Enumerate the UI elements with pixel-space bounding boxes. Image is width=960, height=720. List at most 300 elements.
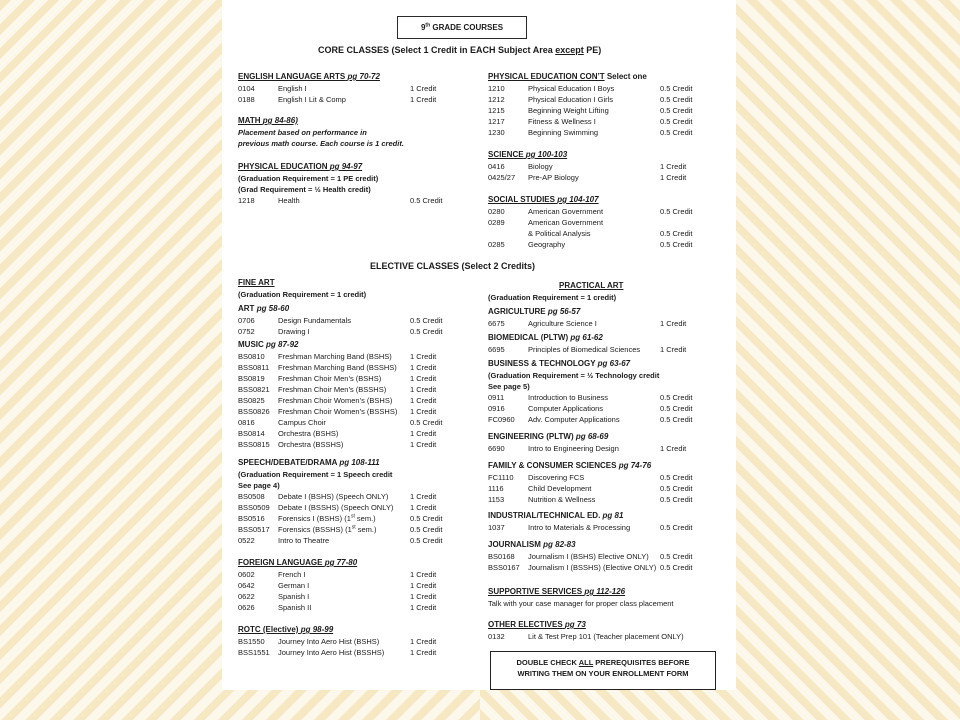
course-name-text: & Political Analysis bbox=[528, 229, 591, 238]
section-physical-education-cont bbox=[488, 71, 693, 138]
course-row bbox=[238, 591, 437, 602]
course-name bbox=[278, 591, 309, 602]
section-label: BIOMEDICAL (PLTW) bbox=[488, 333, 569, 342]
course-credit: 1 Credit bbox=[410, 492, 437, 501]
course-name bbox=[528, 239, 565, 250]
course-code: 0416 bbox=[488, 162, 505, 171]
course-credit: 1 Credit bbox=[660, 345, 687, 354]
page-reference: pg 108-111 bbox=[339, 458, 380, 467]
course-name-text: Health bbox=[278, 196, 300, 205]
course-name-text: Nutrition & Wellness bbox=[528, 495, 596, 504]
section-heading bbox=[488, 510, 623, 522]
page-reference: pg 104-107 bbox=[557, 195, 599, 204]
section-label: BUSINESS & TECHNOLOGY bbox=[488, 359, 596, 368]
course-credit: 1 Credit bbox=[410, 440, 437, 449]
course-name bbox=[278, 491, 388, 502]
course-name bbox=[528, 83, 614, 94]
course-row bbox=[238, 362, 437, 373]
course-code: BSS0517 bbox=[238, 525, 270, 534]
course-name bbox=[528, 127, 598, 138]
course-row bbox=[488, 414, 693, 425]
page-reference: pg 58-60 bbox=[256, 304, 290, 313]
course-credit: 0.5 Credit bbox=[660, 240, 693, 249]
course-name-text: Principles of Biomedical Sciences bbox=[528, 345, 641, 354]
course-credit: 1 Credit bbox=[410, 592, 437, 601]
reminder-line-1 bbox=[491, 657, 715, 668]
course-name-text: American Government bbox=[528, 218, 604, 227]
page-reference: pg 74-76 bbox=[618, 461, 652, 470]
section-heading-title bbox=[238, 340, 298, 349]
course-code: 0626 bbox=[238, 603, 255, 612]
course-code: 0916 bbox=[488, 404, 505, 413]
section-label: OTHER ELECTIVES bbox=[488, 620, 563, 629]
section-foreign-language bbox=[238, 557, 437, 613]
course-name bbox=[528, 161, 553, 172]
section-heading bbox=[238, 115, 404, 127]
course-row bbox=[238, 326, 443, 337]
section-heading bbox=[488, 306, 580, 318]
course-code: 6675 bbox=[488, 319, 505, 328]
course-code: 1153 bbox=[488, 495, 505, 504]
course-name bbox=[528, 551, 649, 562]
course-row bbox=[238, 569, 437, 580]
course-name bbox=[528, 206, 603, 217]
course-name-text: Intro to Materials & Processing bbox=[528, 523, 631, 532]
course-name bbox=[278, 83, 307, 94]
course-row bbox=[488, 116, 693, 127]
course-row bbox=[238, 602, 437, 613]
section-heading bbox=[238, 161, 378, 173]
course-row bbox=[238, 636, 437, 647]
course-code: BS1550 bbox=[238, 637, 265, 646]
page-reference: pg 112-126 bbox=[584, 587, 626, 596]
section-heading-title bbox=[488, 540, 576, 549]
core-heading-emphasis: except bbox=[555, 45, 584, 55]
course-row bbox=[488, 228, 693, 239]
elective-classes-heading: ELECTIVE CLASSES (Select 2 Credits) bbox=[370, 261, 536, 271]
course-name-text: Discovering FCS bbox=[528, 473, 585, 482]
course-row bbox=[488, 239, 693, 250]
course-name-text: Adv. Computer Applications bbox=[528, 415, 620, 424]
course-row bbox=[238, 439, 437, 450]
core-heading-text: CORE CLASSES (Select 1 Credit in EACH Subject Area bbox=[318, 45, 556, 55]
page-reference: pg 98-99 bbox=[300, 625, 334, 634]
section-note: (Graduation Requirement = ½ Technology credit bbox=[488, 371, 660, 380]
course-name bbox=[278, 524, 377, 535]
section-heading bbox=[488, 358, 659, 370]
course-code: BS0810 bbox=[238, 352, 265, 361]
course-credit: 1 Credit bbox=[410, 648, 437, 657]
course-name bbox=[278, 315, 351, 326]
course-credit: 0.5 Credit bbox=[660, 207, 693, 216]
course-credit: 0.5 Credit bbox=[660, 106, 693, 115]
section-label: SCIENCE bbox=[488, 150, 524, 159]
section-note: See page 5) bbox=[488, 382, 530, 391]
course-name-text: Agriculture Science I bbox=[528, 319, 597, 328]
course-name-text: Orchestra (BSSHS) bbox=[278, 440, 344, 449]
course-credit: 0.5 Credit bbox=[410, 418, 443, 427]
section-other-electives bbox=[488, 619, 684, 642]
section-heading-title bbox=[238, 116, 298, 125]
course-row bbox=[238, 647, 437, 658]
page-reference: pg 82-83 bbox=[543, 540, 576, 549]
course-row bbox=[238, 384, 437, 395]
course-row bbox=[238, 351, 437, 362]
section-heading-title bbox=[488, 72, 605, 81]
course-row bbox=[238, 406, 437, 417]
course-row bbox=[238, 195, 443, 206]
course-row bbox=[488, 403, 693, 414]
title-grade: 9 bbox=[420, 23, 426, 32]
course-credit: 1 Credit bbox=[410, 581, 437, 590]
section-heading bbox=[488, 619, 586, 631]
section-note: (Graduation Requirement = 1 credit) bbox=[488, 293, 617, 302]
course-name bbox=[278, 580, 309, 591]
course-name-text: Journey Into Aero Hist (BSSHS) bbox=[278, 648, 385, 657]
section-heading-title bbox=[488, 307, 580, 316]
title-text: GRADE COURSES bbox=[430, 23, 504, 32]
section-label: PHYSICAL EDUCATION bbox=[238, 162, 328, 171]
section-note: Placement based on performance in bbox=[238, 128, 367, 137]
course-name bbox=[278, 636, 379, 647]
section-heading bbox=[488, 280, 623, 292]
section-heading bbox=[488, 71, 647, 83]
page-reference: pg 77-80 bbox=[324, 558, 358, 567]
course-name bbox=[528, 443, 619, 454]
course-row bbox=[238, 417, 443, 428]
section-note: See page 4) bbox=[238, 481, 280, 490]
section-practical-art bbox=[488, 280, 623, 303]
course-name-text: Journalism I (BSSHS) (Elective ONLY) bbox=[528, 563, 657, 572]
course-name bbox=[528, 562, 656, 573]
course-code: 0280 bbox=[488, 207, 505, 216]
course-credit: 1 Credit bbox=[410, 374, 437, 383]
course-code: BSS1551 bbox=[238, 648, 270, 657]
course-credit: 0.5 Credit bbox=[660, 117, 693, 126]
page-reference: pg 100-103 bbox=[525, 150, 568, 159]
course-row bbox=[488, 551, 693, 562]
section-heading bbox=[488, 194, 599, 206]
reminder-text-end: PREREQUISITES BEFORE bbox=[593, 658, 690, 667]
section-heading bbox=[238, 303, 289, 315]
section-heading bbox=[238, 71, 380, 83]
course-credit: 0.5 Credit bbox=[660, 404, 693, 413]
course-row bbox=[238, 580, 437, 591]
course-credit: 0.5 Credit bbox=[660, 128, 693, 137]
section-physical-education bbox=[238, 161, 443, 206]
section-social-studies bbox=[488, 194, 693, 250]
course-code: 1116 bbox=[488, 484, 504, 493]
section-heading-title bbox=[238, 72, 380, 81]
course-code: 0289 bbox=[488, 218, 505, 227]
course-row bbox=[488, 494, 693, 505]
section-label: SPEECH/DEBATE/DRAMA bbox=[238, 458, 338, 467]
section-business-technology bbox=[488, 358, 693, 425]
section-note: previous math course. Each course is 1 credit. bbox=[238, 139, 404, 148]
course-code: 0188 bbox=[238, 95, 255, 104]
course-code: 0752 bbox=[238, 327, 255, 336]
course-name-superscript: st bbox=[350, 513, 355, 520]
course-code: BS0825 bbox=[238, 396, 265, 405]
core-classes-heading bbox=[318, 44, 601, 56]
course-credit: 0.5 Credit bbox=[660, 484, 693, 493]
course-code: BS0819 bbox=[238, 374, 265, 383]
section-heading bbox=[238, 557, 357, 569]
course-name-text: Physical Education I Boys bbox=[528, 84, 615, 93]
section-heading bbox=[488, 332, 603, 344]
course-name bbox=[528, 414, 620, 425]
course-credit: 0.5 Credit bbox=[410, 525, 443, 534]
course-row bbox=[238, 373, 437, 384]
course-code: 0104 bbox=[238, 84, 255, 93]
section-note: (Graduation Requirement = 1 credit) bbox=[238, 290, 367, 299]
course-code: 1230 bbox=[488, 128, 505, 137]
course-code: 1212 bbox=[488, 95, 505, 104]
course-name-text: Beginning Weight Lifting bbox=[528, 106, 609, 115]
reminder-text: DOUBLE CHECK bbox=[516, 658, 579, 667]
course-code: BSS0815 bbox=[238, 440, 270, 449]
course-name bbox=[528, 217, 603, 228]
course-name bbox=[528, 318, 597, 329]
page-title bbox=[397, 16, 527, 39]
section-label: INDUSTRIAL/TECHNICAL ED. bbox=[488, 511, 601, 520]
course-name-text: Forensics (BSSHS) (1 bbox=[278, 525, 352, 534]
course-code: BSS0826 bbox=[238, 407, 270, 416]
course-sheet bbox=[222, 0, 736, 690]
course-name-text: Child Development bbox=[528, 484, 592, 493]
section-label: ART bbox=[238, 304, 255, 313]
course-code: 0816 bbox=[238, 418, 255, 427]
section-heading-title bbox=[238, 278, 275, 287]
course-name bbox=[278, 406, 397, 417]
course-credit: 1 Credit bbox=[410, 570, 437, 579]
section-label: AGRICULTURE bbox=[488, 307, 546, 316]
course-code: 1210 bbox=[488, 84, 505, 93]
section-heading bbox=[488, 586, 674, 598]
course-name bbox=[278, 195, 300, 206]
course-row bbox=[238, 513, 443, 524]
course-code: 0132 bbox=[488, 632, 505, 641]
course-name bbox=[528, 631, 684, 642]
course-row bbox=[488, 522, 693, 533]
course-credit: 0.5 Credit bbox=[410, 316, 443, 325]
course-name bbox=[278, 569, 306, 580]
course-name-text: Spanish I bbox=[278, 592, 310, 601]
course-name-text: English I Lit & Comp bbox=[278, 95, 346, 104]
course-code: BS0814 bbox=[238, 429, 265, 438]
section-math bbox=[238, 115, 404, 149]
course-row bbox=[488, 217, 604, 228]
course-name bbox=[528, 494, 595, 505]
course-code: FC0960 bbox=[488, 415, 515, 424]
section-fine-art bbox=[238, 277, 366, 300]
course-row bbox=[488, 392, 693, 403]
course-credit: 0.5 Credit bbox=[660, 95, 693, 104]
course-name bbox=[278, 439, 343, 450]
course-name bbox=[278, 602, 311, 613]
course-credit: 0.5 Credit bbox=[410, 196, 443, 205]
course-code: BSS0821 bbox=[238, 385, 270, 394]
course-credit: 1 Credit bbox=[410, 84, 437, 93]
course-row bbox=[488, 472, 693, 483]
page-reference: pg 81 bbox=[602, 511, 624, 520]
course-name-text: Campus Choir bbox=[278, 418, 326, 427]
course-name-text: Debate I (BSSHS) (Speech ONLY) bbox=[278, 503, 394, 512]
section-supportive-services bbox=[488, 586, 674, 609]
page-reference: pg 56-57 bbox=[547, 307, 581, 316]
course-name bbox=[278, 395, 392, 406]
course-name bbox=[278, 513, 376, 524]
course-row bbox=[238, 83, 437, 94]
course-code: 1037 bbox=[488, 523, 505, 532]
section-label: PHYSICAL EDUCATION CON’T bbox=[488, 72, 605, 81]
course-credit: 0.5 Credit bbox=[660, 415, 693, 424]
course-credit: 1 Credit bbox=[660, 319, 687, 328]
course-credit: 1 Credit bbox=[660, 444, 687, 453]
page-reference: pg 68-69 bbox=[575, 432, 609, 441]
section-note: (Graduation Requirement = 1 PE credit) bbox=[238, 174, 379, 183]
course-name bbox=[528, 228, 591, 239]
course-credit: 1 Credit bbox=[410, 637, 437, 646]
page-reference: pg 94-97 bbox=[329, 162, 363, 171]
course-name bbox=[528, 172, 579, 183]
course-name bbox=[278, 502, 393, 513]
course-code: FC1110 bbox=[488, 473, 514, 482]
page-reference: pg 70-72 bbox=[347, 72, 380, 81]
section-heading-title bbox=[488, 195, 599, 204]
course-name bbox=[528, 116, 596, 127]
course-name-text: Geography bbox=[528, 240, 566, 249]
course-code: 0602 bbox=[238, 570, 255, 579]
course-name-text: Spanish II bbox=[278, 603, 312, 612]
course-code: 6695 bbox=[488, 345, 505, 354]
course-credit: 0.5 Credit bbox=[410, 327, 443, 336]
course-row bbox=[488, 344, 687, 355]
course-credit: 1 Credit bbox=[410, 503, 437, 512]
course-name-text: French I bbox=[278, 570, 306, 579]
course-name bbox=[528, 483, 591, 494]
course-name bbox=[278, 362, 397, 373]
section-heading bbox=[488, 149, 567, 161]
course-name-text: Debate I (BSHS) (Speech ONLY) bbox=[278, 492, 389, 501]
section-heading-title bbox=[488, 620, 586, 629]
course-code: BSS0509 bbox=[238, 503, 270, 512]
course-name-text: Pre-AP Biology bbox=[528, 173, 579, 182]
section-speech-debate-drama bbox=[238, 457, 443, 546]
course-credit: 0.5 Credit bbox=[660, 563, 693, 572]
course-name-text: Freshman Marching Band (BSHS) bbox=[278, 352, 392, 361]
section-heading-title bbox=[488, 511, 623, 520]
section-heading bbox=[238, 339, 298, 351]
course-row bbox=[238, 315, 443, 326]
section-heading-title bbox=[238, 558, 357, 567]
section-heading bbox=[238, 277, 366, 289]
course-name-text: Lit & Test Prep 101 (Teacher placement ONLY) bbox=[528, 632, 684, 641]
title-grade-suffix: th bbox=[425, 22, 431, 29]
course-credit: 1 Credit bbox=[410, 363, 437, 372]
course-name-text: Intro to Engineering Design bbox=[528, 444, 619, 453]
course-name-text: Freshman Choir Women’s (BSHS) bbox=[278, 396, 393, 405]
section-heading-title bbox=[488, 359, 630, 368]
section-heading bbox=[488, 460, 651, 472]
section-label: JOURNALISM bbox=[488, 540, 541, 549]
section-heading-title bbox=[488, 461, 651, 470]
course-name bbox=[278, 384, 386, 395]
course-name bbox=[278, 417, 326, 428]
course-name bbox=[528, 522, 630, 533]
course-name bbox=[278, 428, 338, 439]
course-name-text: Fitness & Wellness I bbox=[528, 117, 596, 126]
course-name bbox=[278, 535, 329, 546]
course-row bbox=[238, 502, 437, 513]
course-credit: 1 Credit bbox=[410, 352, 437, 361]
section-label: ENGLISH LANGUAGE ARTS bbox=[238, 72, 346, 81]
section-heading-title bbox=[238, 162, 362, 171]
course-credit: 0.5 Credit bbox=[660, 473, 693, 482]
page-reference: pg 73 bbox=[564, 620, 586, 629]
course-credit: 1 Credit bbox=[410, 429, 437, 438]
section-heading-title bbox=[238, 625, 333, 634]
course-code: 0911 bbox=[488, 393, 505, 402]
course-code: 0425/27 bbox=[488, 173, 516, 182]
section-english-language-arts bbox=[238, 71, 437, 105]
course-row bbox=[238, 94, 437, 105]
section-heading bbox=[238, 457, 392, 469]
section-journalism bbox=[488, 539, 693, 573]
section-industrial-technical bbox=[488, 510, 693, 533]
course-credit: 0.5 Credit bbox=[660, 552, 693, 561]
section-label: MUSIC bbox=[238, 340, 264, 349]
section-heading-title bbox=[238, 304, 289, 313]
section-science bbox=[488, 149, 687, 183]
course-code: 0522 bbox=[238, 536, 255, 545]
section-note: (Grad Requirement = ½ Health credit) bbox=[238, 185, 371, 194]
section-note: (Graduation Requirement = 1 Speech credit bbox=[238, 470, 393, 479]
course-credit: 1 Credit bbox=[410, 603, 437, 612]
page-reference: pg 63-67 bbox=[597, 359, 631, 368]
section-music bbox=[238, 339, 443, 450]
course-name bbox=[278, 326, 310, 337]
course-row bbox=[488, 83, 693, 94]
course-name-text-end: sem.) bbox=[355, 525, 377, 534]
section-family-consumer-sciences bbox=[488, 460, 693, 505]
course-name-text: German I bbox=[278, 581, 310, 590]
course-row bbox=[488, 105, 693, 116]
prerequisites-reminder-box bbox=[490, 651, 716, 690]
course-name-text: Freshman Choir Women’s (BSSHS) bbox=[278, 407, 398, 416]
section-label: FOREIGN LANGUAGE bbox=[238, 558, 323, 567]
course-row bbox=[488, 127, 693, 138]
section-label: FAMILY & CONSUMER SCIENCES bbox=[488, 461, 617, 470]
section-agriculture bbox=[488, 306, 687, 329]
section-label: MATH bbox=[238, 116, 261, 125]
course-row bbox=[238, 395, 437, 406]
course-name bbox=[528, 344, 640, 355]
course-name-text: Freshman Choir Men’s (BSHS) bbox=[278, 374, 382, 383]
course-name-text: Biology bbox=[528, 162, 553, 171]
course-name-text: Beginning Swimming bbox=[528, 128, 599, 137]
course-name-text: Computer Applications bbox=[528, 404, 604, 413]
course-code: BSS0167 bbox=[488, 563, 520, 572]
course-name-text: English I bbox=[278, 84, 307, 93]
course-name bbox=[278, 351, 392, 362]
section-label: FINE ART bbox=[238, 278, 275, 287]
section-label: SOCIAL STUDIES bbox=[488, 195, 555, 204]
course-row bbox=[238, 491, 437, 502]
course-credit: 0.5 Credit bbox=[660, 495, 693, 504]
course-name bbox=[278, 373, 381, 384]
course-name-text: Design Fundamentals bbox=[278, 316, 351, 325]
